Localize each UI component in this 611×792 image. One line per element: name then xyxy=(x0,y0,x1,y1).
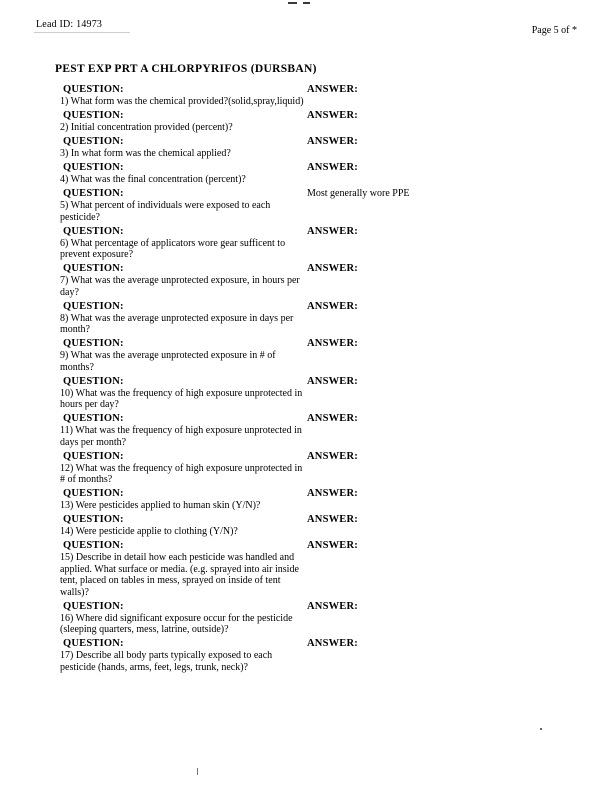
question-label: QUESTION: xyxy=(63,488,124,499)
answer-label: ANSWER: xyxy=(307,84,358,95)
answer-label: ANSWER: xyxy=(307,338,358,349)
scan-artifact-top-dash-1 xyxy=(288,2,297,4)
qa-row xyxy=(60,540,530,598)
question-text: 11) What was the frequency of high exposure unprotected in days per month? xyxy=(60,425,302,448)
answer-label: ANSWER: xyxy=(307,263,358,274)
question-column xyxy=(60,451,307,486)
qa-row xyxy=(60,488,530,512)
question-column xyxy=(60,84,307,108)
question-text: 2) Initial concentration provided (percent)? xyxy=(60,122,233,133)
question-text: 10) What was the frequency of high exposure unprotected in hours per day? xyxy=(60,387,303,410)
answer-label: ANSWER: xyxy=(307,162,358,173)
question-text: 7) What was the average unprotected exposure, in hours per day? xyxy=(60,275,300,298)
lead-id-label: Lead ID: 14973 xyxy=(36,19,103,30)
question-column xyxy=(60,488,307,512)
qa-row xyxy=(60,338,530,373)
answer-column xyxy=(307,226,530,238)
question-text: 6) What percentage of applicators wore gear sufficent to prevent exposure? xyxy=(60,237,286,260)
answer-label: ANSWER: xyxy=(307,540,358,551)
question-label: QUESTION: xyxy=(63,413,124,424)
answer-column xyxy=(307,540,530,552)
question-text: 8) What was the average unprotected exposure in days per month? xyxy=(60,312,294,335)
answer-label: ANSWER: xyxy=(307,450,358,462)
qa-row xyxy=(60,136,530,160)
question-column xyxy=(60,338,307,373)
question-column xyxy=(60,413,307,448)
question-label: QUESTION: xyxy=(63,375,124,387)
question-column xyxy=(60,188,307,223)
question-label: QUESTION: xyxy=(63,514,124,525)
question-label: QUESTION: xyxy=(63,263,124,274)
answer-column xyxy=(307,110,530,122)
question-label: QUESTION: xyxy=(63,162,124,173)
question-column xyxy=(60,110,307,134)
qa-row xyxy=(60,638,530,673)
qa-row xyxy=(60,188,530,223)
question-column xyxy=(60,136,307,160)
qa-row xyxy=(60,110,530,134)
answer-label: ANSWER: xyxy=(307,110,358,121)
question-text: 3) In what form was the chemical applied? xyxy=(60,148,231,159)
qa-row xyxy=(60,514,530,538)
question-text: 5) What percent of individuals were exposed to each pesticide? xyxy=(60,200,271,223)
answer-column xyxy=(307,514,530,526)
answer-column xyxy=(307,488,530,500)
scan-artifact-top-dash-2 xyxy=(303,2,310,4)
question-column xyxy=(60,162,307,186)
qa-row xyxy=(60,413,530,448)
answer-column xyxy=(307,413,530,425)
answer-column xyxy=(307,301,530,313)
question-text: 14) Were pesticide applie to clothing (Y/N)? xyxy=(60,526,238,537)
question-label: QUESTION: xyxy=(63,225,124,237)
answer-column xyxy=(307,136,530,148)
qa-row xyxy=(60,451,530,486)
qa-row xyxy=(60,162,530,186)
answer-column xyxy=(307,376,530,388)
scan-artifact-dot xyxy=(540,728,542,730)
question-label: QUESTION: xyxy=(63,300,124,312)
question-text: 4) What was the final concentration (percent)? xyxy=(60,174,246,185)
page-number: Page 5 of * xyxy=(531,25,577,36)
question-text: 1) What form was the chemical provided?(solid,spray,liquid) xyxy=(60,96,304,107)
answer-column xyxy=(307,601,530,613)
qa-row xyxy=(60,84,530,108)
question-label: QUESTION: xyxy=(63,600,124,612)
answer-column xyxy=(307,162,530,174)
question-column xyxy=(60,263,307,298)
lead-id-underline xyxy=(34,32,130,33)
answer-label: ANSWER: xyxy=(307,514,358,525)
qa-row xyxy=(60,226,530,261)
question-text: 12) What was the frequency of high exposure unprotected in # of months? xyxy=(60,462,303,485)
question-label: QUESTION: xyxy=(63,110,124,121)
answer-label: ANSWER: xyxy=(307,488,358,499)
answer-column xyxy=(307,638,530,650)
qa-row xyxy=(60,301,530,336)
answer-label: ANSWER: xyxy=(307,413,358,424)
question-label: QUESTION: xyxy=(63,450,124,462)
question-label: QUESTION: xyxy=(63,136,124,147)
qa-row xyxy=(60,376,530,411)
question-text: 9) What was the average unprotected exposure in # of months? xyxy=(60,350,276,373)
question-column xyxy=(60,301,307,336)
question-text: 16) Where did significant exposure occur for the pesticide (sleeping quarters, mess, latrine, outside)? xyxy=(60,612,293,635)
question-column xyxy=(60,540,307,598)
answer-column xyxy=(307,84,530,96)
question-column xyxy=(60,226,307,261)
qa-list xyxy=(60,84,530,676)
scan-artifact-bottom-tick xyxy=(197,768,198,775)
question-label: QUESTION: xyxy=(63,638,124,649)
question-text: 13) Were pesticides applied to human skin (Y/N)? xyxy=(60,500,261,511)
answer-label: ANSWER: xyxy=(307,638,358,649)
qa-row xyxy=(60,263,530,298)
answer-column xyxy=(307,263,530,275)
question-text: 17) Describe all body parts typically exposed to each pesticide (hands, arms, feet, legs, trunk, neck)? xyxy=(60,650,273,673)
question-column xyxy=(60,514,307,538)
document-title: PEST EXP PRT A CHLORPYRIFOS (DURSBAN) xyxy=(55,63,317,75)
question-column xyxy=(60,376,307,411)
question-label: QUESTION: xyxy=(63,84,124,95)
answer-label: ANSWER: xyxy=(307,136,358,147)
question-label: QUESTION: xyxy=(63,338,124,349)
answer-label: ANSWER: xyxy=(307,600,358,612)
qa-row xyxy=(60,601,530,636)
question-label: QUESTION: xyxy=(63,188,124,199)
question-column xyxy=(60,638,307,673)
answer-column xyxy=(307,188,530,200)
question-text: 15) Describe in detail how each pesticide was handled and applied. What surface or media. (e.g. sprayed into air inside tent, placed on tables in mess, sprayed on inside of tent walls)? xyxy=(60,552,299,598)
answer-column xyxy=(307,451,530,463)
answer-label: ANSWER: xyxy=(307,225,358,237)
answer-column xyxy=(307,338,530,350)
question-column xyxy=(60,601,307,636)
answer-label: ANSWER: xyxy=(307,375,358,387)
question-label: QUESTION: xyxy=(63,540,124,551)
answer-label: ANSWER: xyxy=(307,300,358,312)
answer-text: Most generally wore PPE xyxy=(307,188,410,199)
